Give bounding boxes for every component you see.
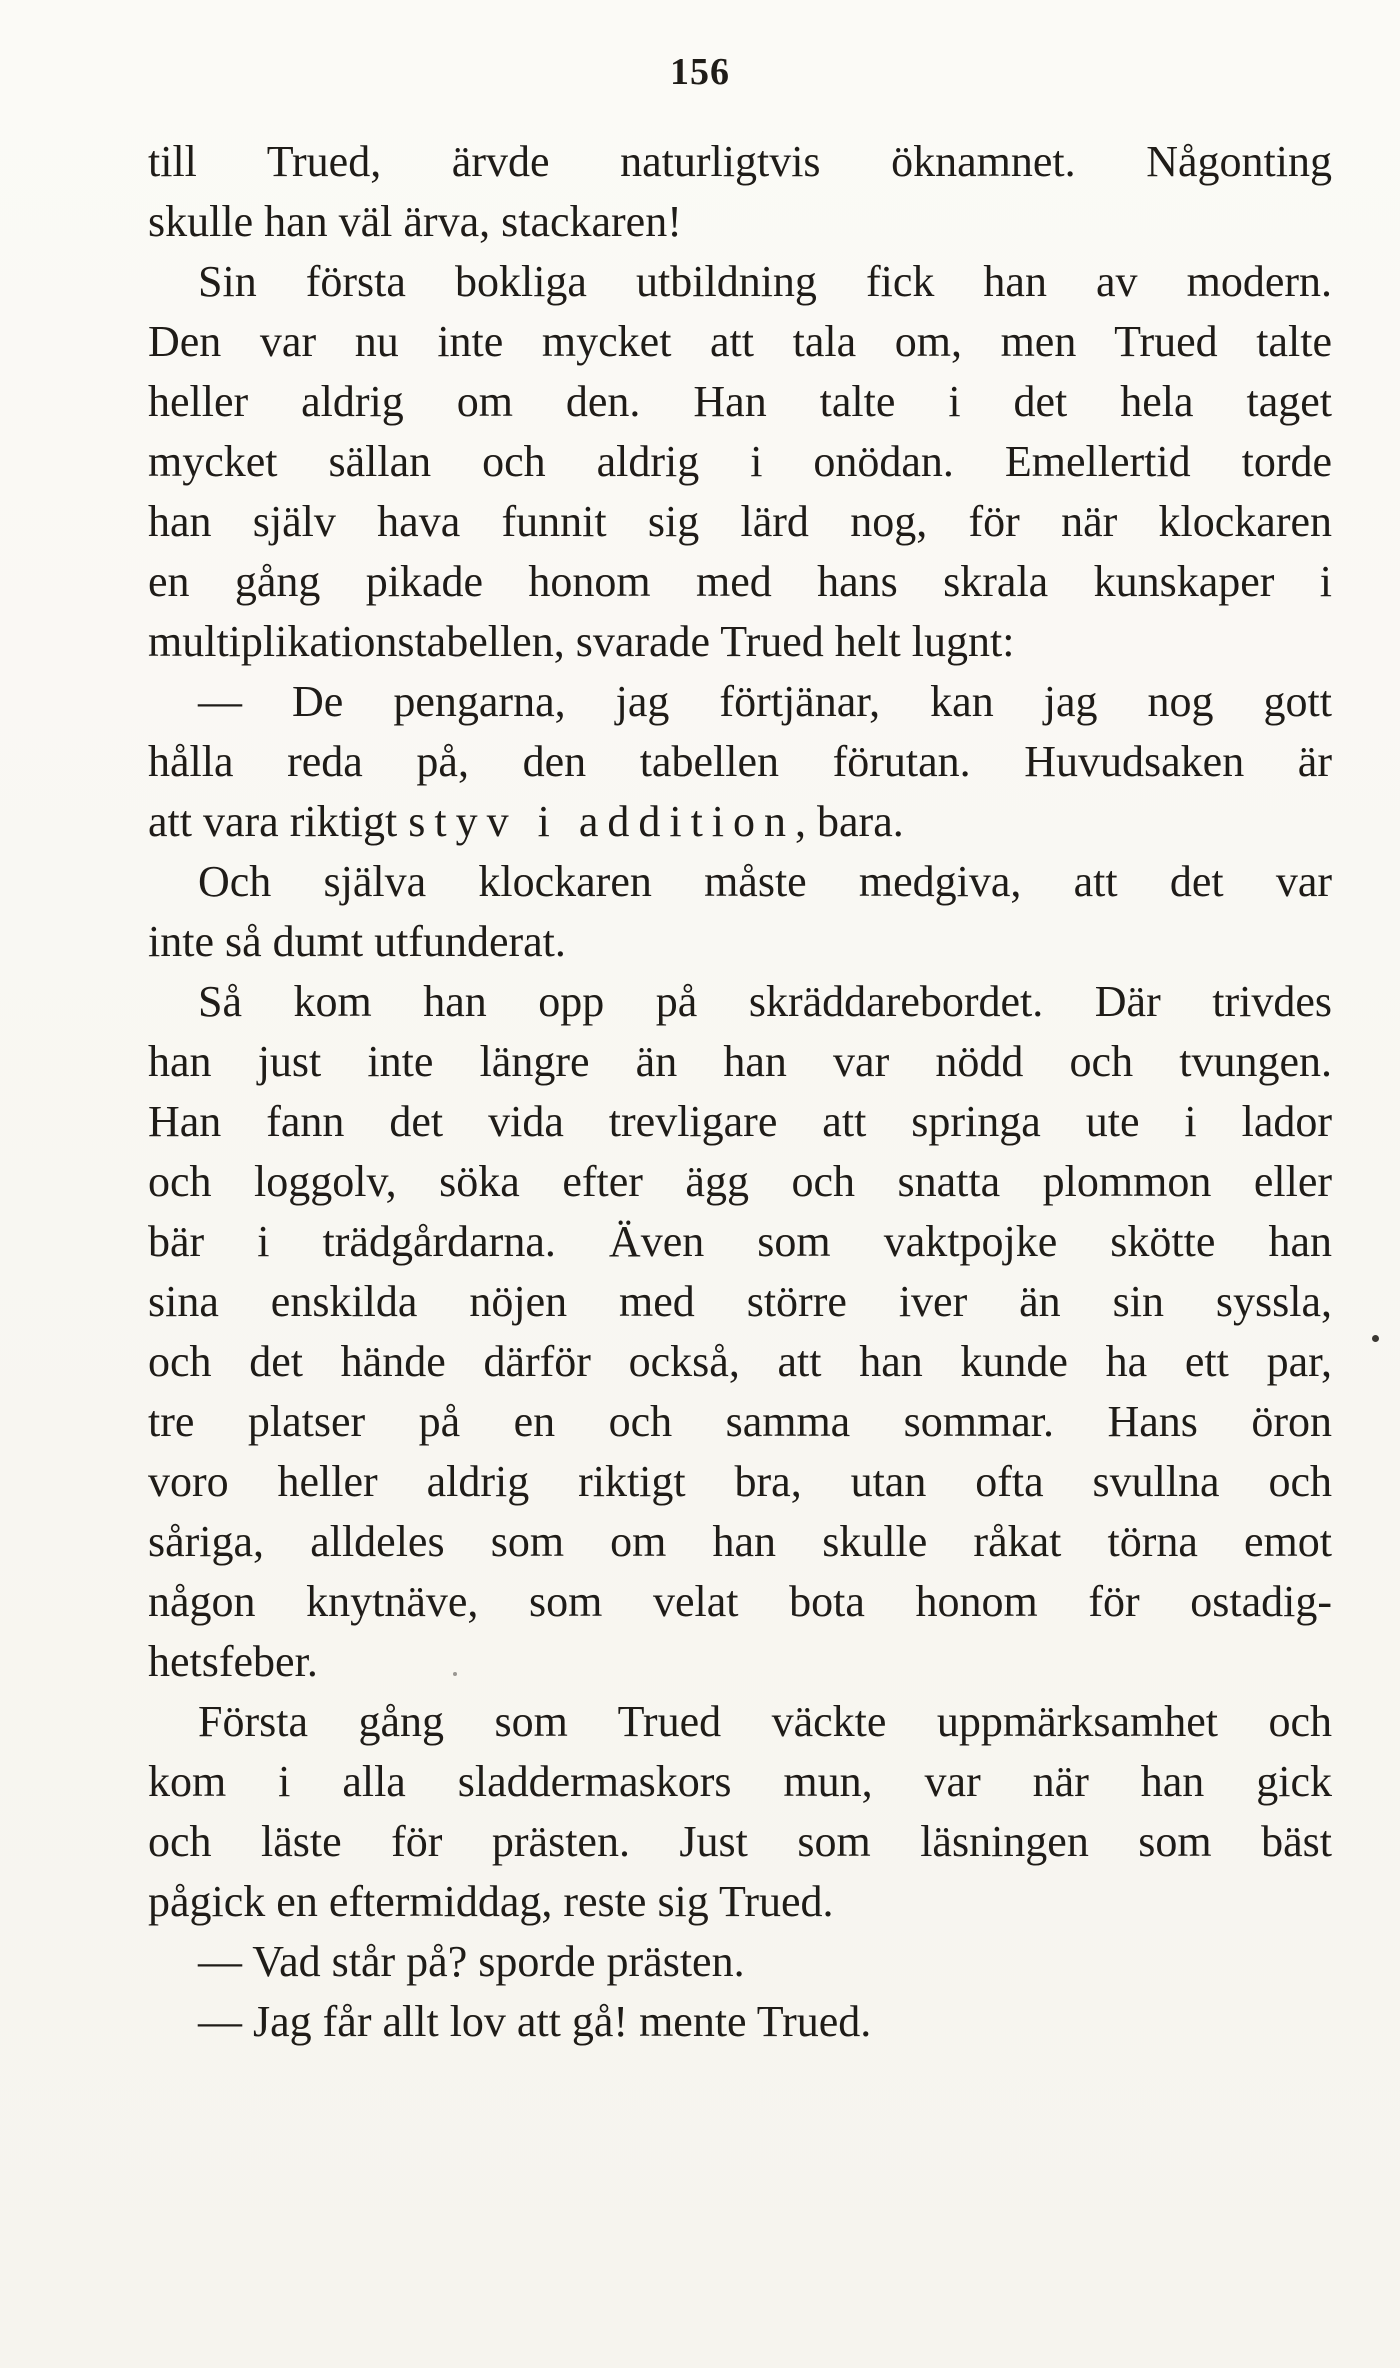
text-line: Första gång som Trued väckte uppmärksamhet och — [198, 1697, 1332, 1746]
ink-speck — [1372, 1335, 1379, 1342]
text-line: och det hände därför också, att han kunde ha ett par, — [148, 1337, 1332, 1386]
body-text — [148, 132, 1332, 2052]
emphasized-text: styv i addition — [408, 797, 796, 846]
text-line: och läste för prästen. Just som läsningen som bäst — [148, 1817, 1332, 1866]
text-line: hetsfeber. — [148, 1637, 318, 1686]
text-line: såriga, alldeles som om han skulle råkat törna emot — [148, 1517, 1332, 1566]
text-line: kom i alla sladdermaskors mun, var när han gick — [148, 1757, 1332, 1806]
text-line: någon knytnäve, som velat bota honom för ostadig- — [148, 1577, 1332, 1626]
text-line: — Vad står på? sporde prästen. — [198, 1937, 745, 1986]
ink-speck — [453, 1672, 457, 1676]
text-line: och loggolv, söka efter ägg och snatta plommon eller — [148, 1157, 1332, 1206]
text-line: Den var nu inte mycket att tala om, men Trued talte — [148, 317, 1332, 366]
text-line: multiplikationstabellen, svarade Trued helt lugnt: — [148, 617, 1015, 666]
text-line: heller aldrig om den. Han talte i det hela taget — [148, 377, 1332, 426]
text-line: — Jag får allt lov att gå! mente Trued. — [198, 1997, 872, 2046]
text-line: pågick en eftermiddag, reste sig Trued. — [148, 1877, 834, 1926]
text-line: — De pengarna, jag förtjänar, kan jag nog gott — [198, 677, 1332, 726]
text-line: Sin första bokliga utbildning fick han av modern. — [198, 257, 1332, 306]
text-fragment: , bara. — [795, 797, 904, 846]
text-line: Han fann det vida trevligare att springa ute i lador — [148, 1097, 1332, 1146]
text-line: skulle han väl ärva, stackaren! — [148, 197, 682, 246]
text-line: sina enskilda nöjen med större iver än sin syssla, — [148, 1277, 1332, 1326]
text-line: inte så dumt utfunderat. — [148, 917, 566, 966]
text-line: tre platser på en och samma sommar. Hans öron — [148, 1397, 1332, 1446]
text-line: till Trued, ärvde naturligtvis öknamnet. Någonting — [148, 137, 1332, 186]
text-fragment: att vara riktigt — [148, 797, 409, 846]
text-line: mycket sällan och aldrig i onödan. Emellertid torde — [148, 437, 1332, 486]
text-line: Så kom han opp på skräddarebordet. Där trivdes — [198, 977, 1332, 1026]
text-line — [148, 792, 1332, 852]
text-line: han just inte längre än han var nödd och tvungen. — [148, 1037, 1332, 1086]
text-line: Och själva klockaren måste medgiva, att det var — [198, 857, 1332, 906]
text-line: voro heller aldrig riktigt bra, utan ofta svullna och — [148, 1457, 1332, 1506]
page-number: 156 — [670, 51, 730, 93]
text-line: han själv hava funnit sig lärd nog, för när klockaren — [148, 497, 1332, 546]
text-line: en gång pikade honom med hans skrala kunskaper i — [148, 557, 1332, 606]
text-line: bär i trädgårdarna. Även som vaktpojke skötte han — [148, 1217, 1332, 1266]
text-line: hålla reda på, den tabellen förutan. Huvudsaken är — [148, 737, 1332, 786]
